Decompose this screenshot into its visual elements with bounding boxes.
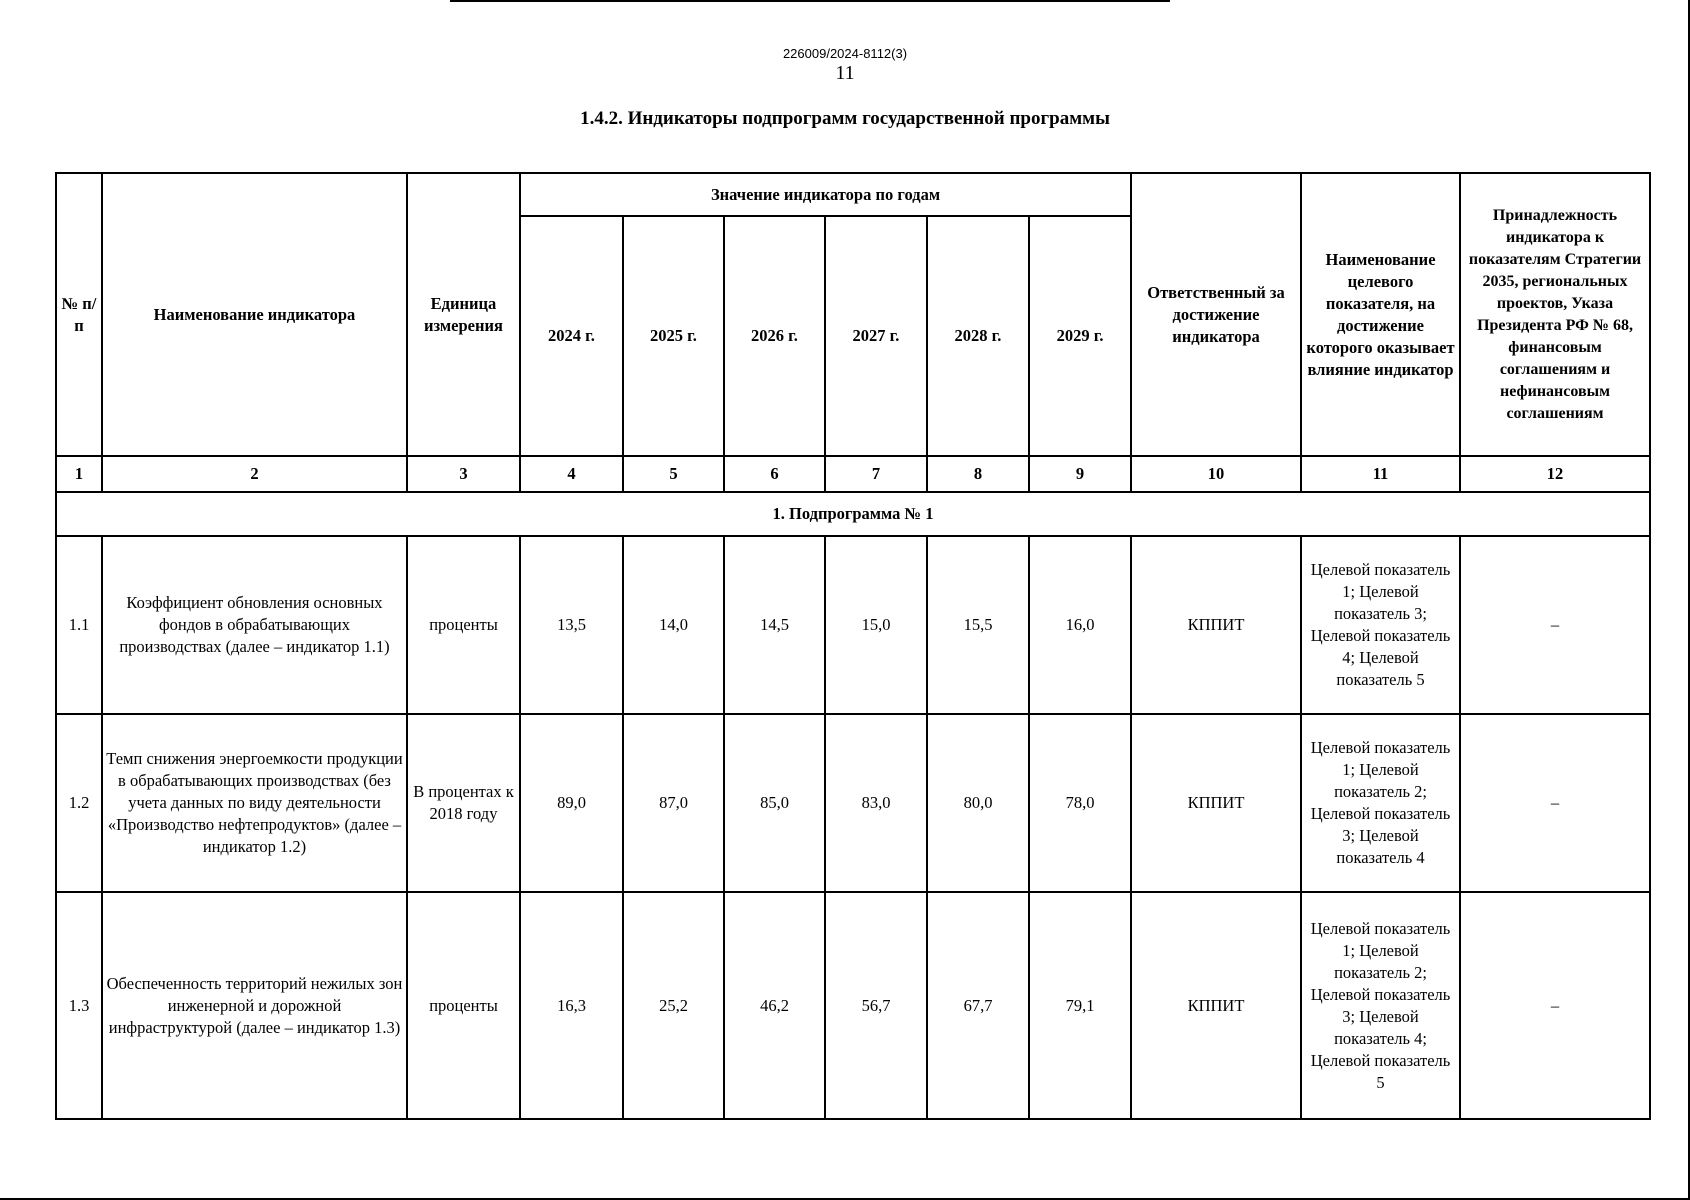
value-cell: 67,7 — [927, 892, 1029, 1119]
value-cell: 87,0 — [623, 714, 724, 892]
column-number: 8 — [927, 456, 1029, 492]
responsible-cell: КППИТ — [1131, 536, 1301, 714]
value-cell: 46,2 — [724, 892, 825, 1119]
value-cell: 14,5 — [724, 536, 825, 714]
column-number: 1 — [56, 456, 102, 492]
target-cell: Целевой показатель 1; Целевой показатель 2; Целевой показатель 3; Целевой показатель 4; Целевой показатель 5 — [1301, 892, 1460, 1119]
column-number: 6 — [724, 456, 825, 492]
row-num: 1.2 — [56, 714, 102, 892]
indicator-name: Обеспеченность территорий нежилых зон инженерной и дорожной инфраструктурой (далее – индикатор 1.3) — [102, 892, 407, 1119]
indicator-unit: В процентах к 2018 году — [407, 714, 520, 892]
column-numbers-row — [56, 456, 1650, 492]
header-row-1 — [56, 173, 1650, 216]
section-row — [56, 492, 1650, 536]
header-unit: Единица измерения — [407, 173, 520, 456]
value-cell: 79,1 — [1029, 892, 1131, 1119]
column-number: 4 — [520, 456, 623, 492]
column-number: 10 — [1131, 456, 1301, 492]
header-name: Наименование индикатора — [102, 173, 407, 456]
belonging-cell: – — [1460, 892, 1650, 1119]
header-year: 2025 г. — [623, 216, 724, 456]
value-cell: 16,0 — [1029, 536, 1131, 714]
responsible-cell: КППИТ — [1131, 892, 1301, 1119]
header-target: Наименование целевого показателя, на достижение которого оказывает влияние индикатор — [1301, 173, 1460, 456]
value-cell: 89,0 — [520, 714, 623, 892]
column-number: 3 — [407, 456, 520, 492]
page-title: 1.4.2. Индикаторы подпрограмм государственной программы — [580, 108, 1110, 129]
value-cell: 56,7 — [825, 892, 927, 1119]
indicator-unit: проценты — [407, 892, 520, 1119]
header-year: 2028 г. — [927, 216, 1029, 456]
responsible-cell: КППИТ — [1131, 714, 1301, 892]
table-row — [56, 536, 1650, 714]
header-year: 2024 г. — [520, 216, 623, 456]
value-cell: 16,3 — [520, 892, 623, 1119]
value-cell: 85,0 — [724, 714, 825, 892]
column-number: 11 — [1301, 456, 1460, 492]
indicator-name: Коэффициент обновления основных фондов в обрабатывающих производствах (далее – индикатор 1.1) — [102, 536, 407, 714]
header-belonging: Принадлежность индикатора к показателям Стратегии 2035, региональных проектов, Указа Президента РФ № 68, финансовым соглашениям и нефинансовым соглашениям — [1460, 173, 1650, 456]
value-cell: 14,0 — [623, 536, 724, 714]
value-cell: 15,5 — [927, 536, 1029, 714]
value-cell: 13,5 — [520, 536, 623, 714]
target-cell: Целевой показатель 1; Целевой показатель 3; Целевой показатель 4; Целевой показатель 5 — [1301, 536, 1460, 714]
header-num: № п/п — [56, 173, 102, 456]
column-number: 9 — [1029, 456, 1131, 492]
indicators-table — [55, 172, 1651, 1120]
column-number: 7 — [825, 456, 927, 492]
value-cell: 78,0 — [1029, 714, 1131, 892]
header-year: 2027 г. — [825, 216, 927, 456]
value-cell: 15,0 — [825, 536, 927, 714]
row-num: 1.3 — [56, 892, 102, 1119]
value-cell: 80,0 — [927, 714, 1029, 892]
header-year: 2029 г. — [1029, 216, 1131, 456]
scan-top-edge — [450, 0, 1170, 2]
target-cell: Целевой показатель 1; Целевой показатель 2; Целевой показатель 3; Целевой показатель 4 — [1301, 714, 1460, 892]
header-values-group: Значение индикатора по годам — [520, 173, 1131, 216]
row-num: 1.1 — [56, 536, 102, 714]
belonging-cell: – — [1460, 536, 1650, 714]
column-number: 2 — [102, 456, 407, 492]
table-row — [56, 892, 1650, 1119]
indicator-unit: проценты — [407, 536, 520, 714]
header-responsible: Ответственный за достижение индикатора — [1131, 173, 1301, 456]
value-cell: 83,0 — [825, 714, 927, 892]
indicator-name: Темп снижения энергоемкости продукции в обрабатывающих производствах (без учета данных по виду деятельности «Производство нефтепродуктов» (далее – индикатор 1.2) — [102, 714, 407, 892]
document-id: 226009/2024-8112(3) — [782, 46, 908, 61]
page-number: 11 — [835, 62, 855, 84]
value-cell: 25,2 — [623, 892, 724, 1119]
table-row — [56, 714, 1650, 892]
section-title: 1. Подпрограмма № 1 — [56, 492, 1650, 536]
header-year: 2026 г. — [724, 216, 825, 456]
column-number: 5 — [623, 456, 724, 492]
belonging-cell: – — [1460, 714, 1650, 892]
column-number: 12 — [1460, 456, 1650, 492]
